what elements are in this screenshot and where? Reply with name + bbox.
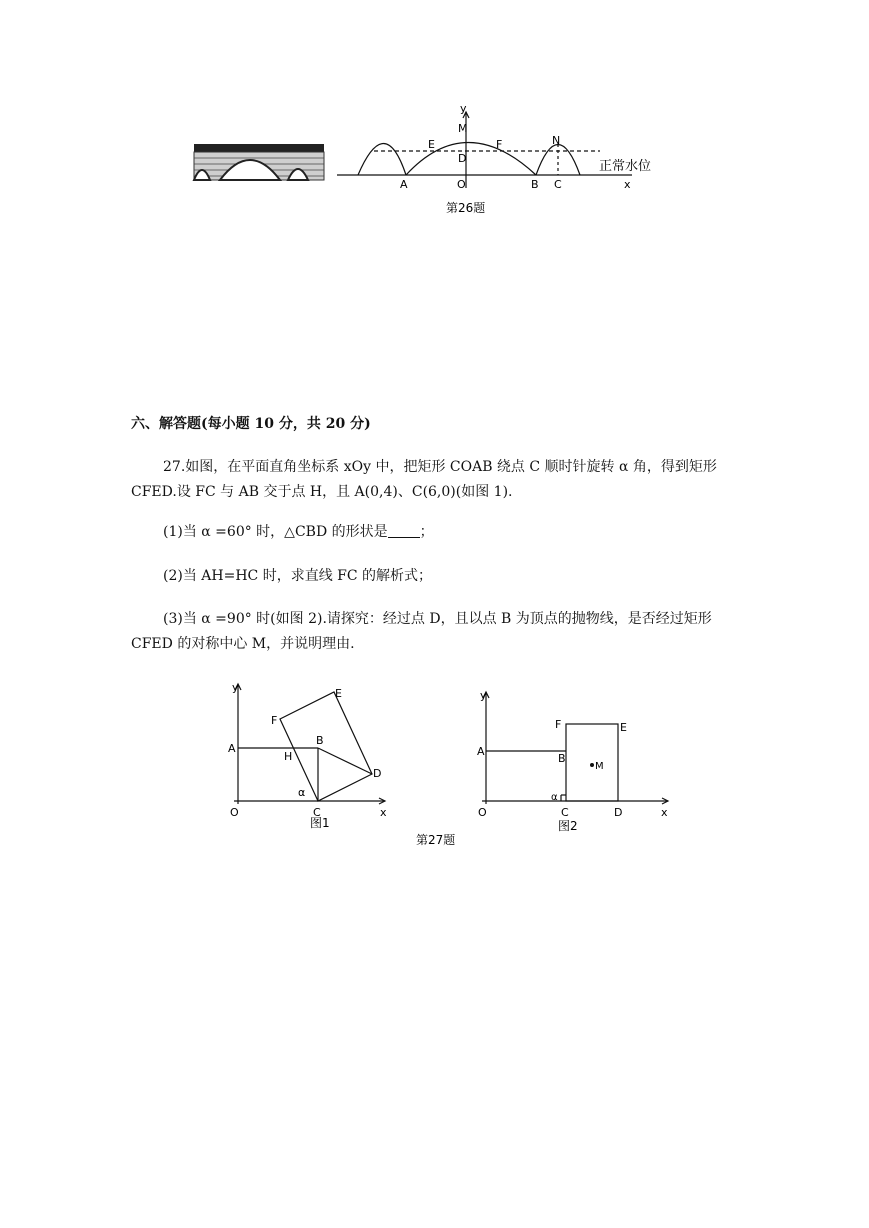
figure-27-caption: 第27题 [416,833,456,847]
fig2-label-F: F [555,718,562,731]
fig2-label-M: M [595,761,604,772]
label-B: B [531,178,539,191]
fig2-caption: 图2 [558,819,578,833]
question-1-end: ； [419,524,434,540]
section-title: 六、解答题(每小题 10 分，共 20 分) [131,416,371,432]
label-O: O [457,178,466,191]
fig1-label-E: E [335,687,342,700]
figure-26-caption: 第26题 [446,201,486,215]
fig1-label-y: y [232,681,239,694]
question-1-text: (1)当 α =60° 时，△CBD 的形状是 [163,524,388,540]
label-E: E [428,138,435,151]
fig1-label-B: B [316,734,324,747]
figure-26 [190,100,670,220]
fig2-label-A: A [477,745,485,758]
label-C: C [554,178,562,191]
question-3: (3)当 α =90° 时(如图 2).请探究：经过点 D，且以点 B 为顶点的抛物线，是否经过矩形 CFED 的对称中心 M，并说明理由. [131,611,712,652]
question-1 [163,520,773,545]
label-x: x [624,178,631,191]
fig2-label-O: O [478,806,487,819]
fig2-center-M [590,763,594,767]
question-2: (2)当 AH=HC 时，求直线 FC 的解析式； [163,568,433,584]
fig1-label-alpha: α [298,786,306,799]
label-A: A [400,178,408,191]
fig1-label-A: A [228,742,236,755]
fig2-label-alpha: α [551,792,558,803]
answer-blank [388,523,420,538]
fig1-label-x: x [380,806,387,819]
fig1-label-C: C [313,806,321,819]
figure-27 [220,676,680,856]
bridge-picture [194,144,324,180]
figure-27-1-drawing [234,684,385,804]
fig2-label-B: B [558,752,566,765]
fig1-label-O: O [230,806,239,819]
label-D: D [458,152,467,165]
fig2-label-C: C [561,806,569,819]
fig1-caption: 图1 [310,816,330,830]
fig2-label-D: D [614,806,623,819]
fig2-label-E: E [620,721,627,734]
label-N: N [552,134,561,147]
fig2-label-x: x [661,806,668,819]
figure-27-2-drawing [482,692,668,804]
fig2-label-y: y [480,689,487,702]
water-level-label: 正常水位 [599,159,652,174]
fig1-label-H: H [284,750,293,763]
fig1-label-D: D [373,767,382,780]
fig1-label-F: F [271,714,278,727]
label-y: y [460,102,467,115]
label-M: M [458,122,468,135]
parabola-sketch [337,112,632,188]
problem-27-stem: 27.如图，在平面直角坐标系 xOy 中，把矩形 COAB 绕点 C 顺时针旋转 α 角，得到矩形 CFED.设 FC 与 AB 交于点 H，且 A(0,4)、C(6,0)(如图 1). [131,459,717,500]
label-F: F [496,138,503,151]
